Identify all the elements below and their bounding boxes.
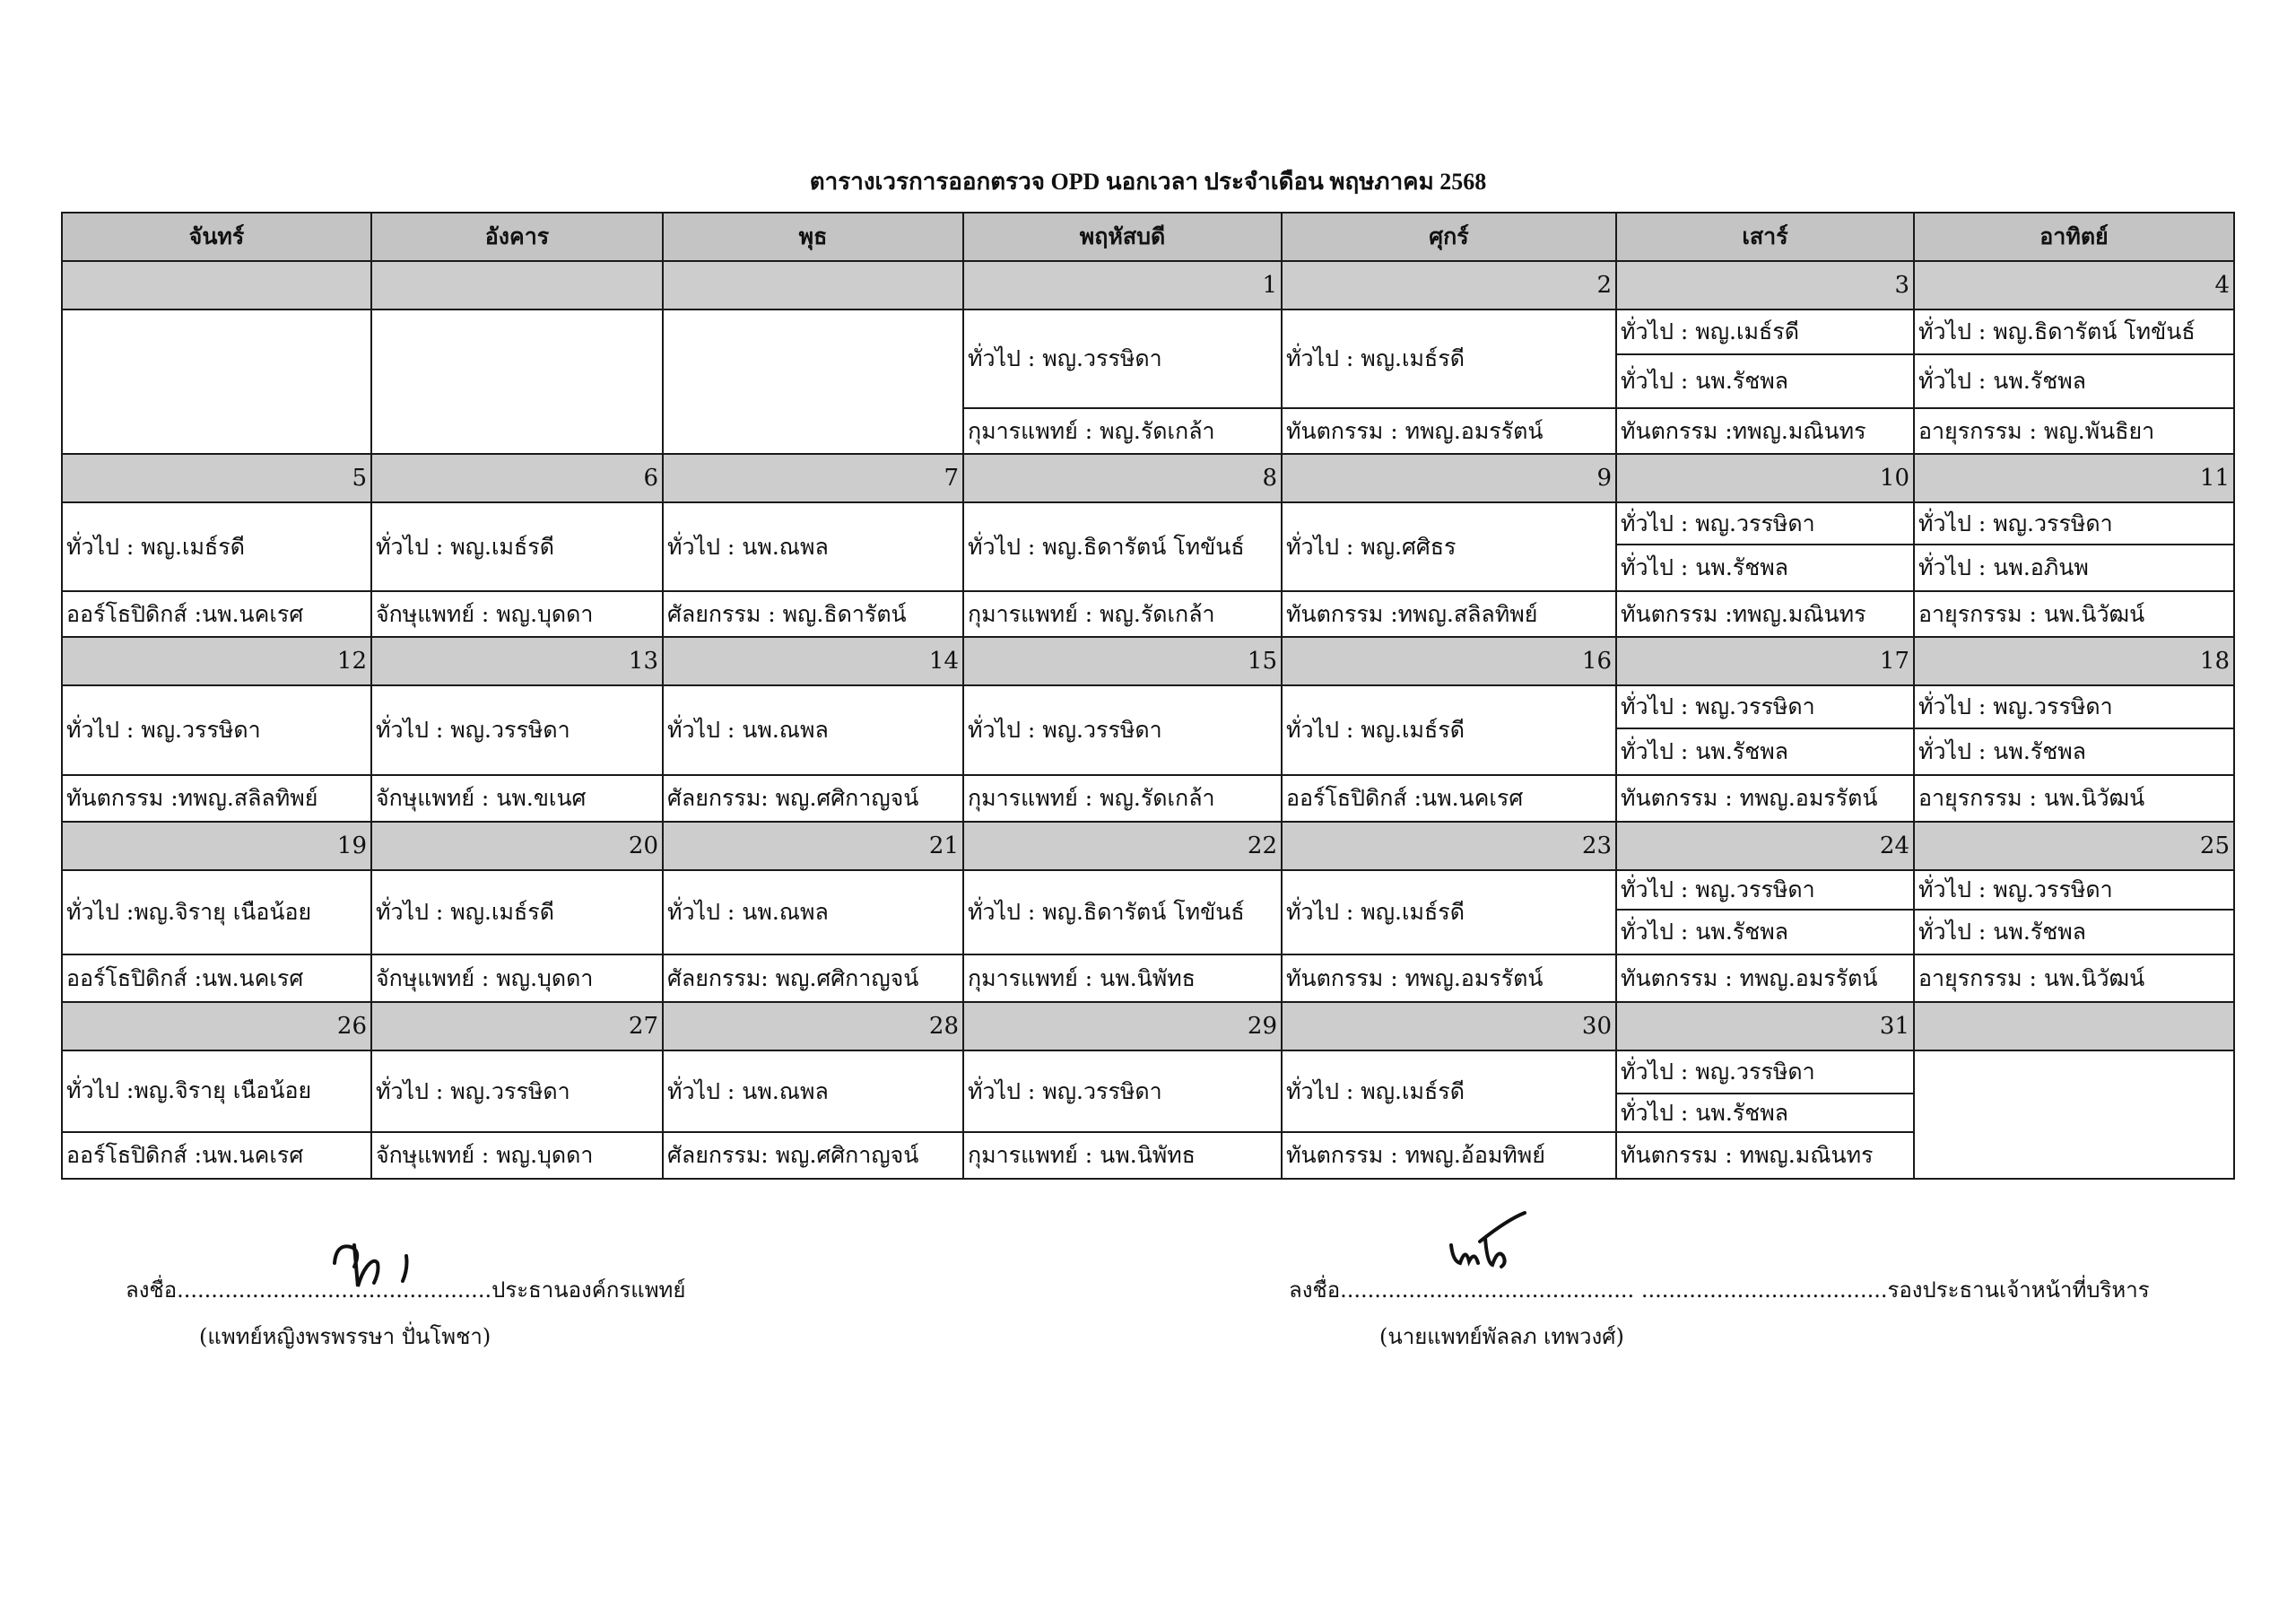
- weekday-header: พุธ: [663, 213, 963, 261]
- date-number: [663, 261, 963, 309]
- general-duty-cell: ทั่วไป : พญ.วรรษิดา: [1616, 870, 1914, 910]
- duty-row-general: [62, 502, 2234, 545]
- signature-dots: ........................................... ....................................: [1340, 1277, 1888, 1303]
- specialist-duty-cell: อายุรกรรม : นพ.นิวัฒน์: [1914, 775, 2234, 822]
- right-handwritten-signature: [1444, 1211, 1534, 1283]
- general-duty-cell: ทั่วไป : นพ.รัชพล: [1914, 728, 2234, 775]
- general-duty-cell: ทั่วไป : พญ.เมธ์รดี: [371, 502, 663, 591]
- general-duty-cell: ทั่วไป : พญ.ธิดารัตน์ โทขันธ์: [1914, 309, 2234, 354]
- general-duty-cell: ทั่วไป :พญ.จิรายุ เนือน้อย: [62, 1050, 371, 1132]
- specialist-duty-cell: อายุรกรรม : นพ.นิวัฒน์: [1914, 954, 2234, 1002]
- specialist-duty-cell: จักษุแพทย์ : พญ.บุดดา: [371, 1132, 663, 1179]
- date-number: 17: [1616, 637, 1914, 685]
- date-number: 8: [963, 454, 1282, 502]
- weekday-header: จันทร์: [62, 213, 371, 261]
- general-duty-cell: ทั่วไป : พญ.วรรษิดา: [1616, 685, 1914, 728]
- date-number: 11: [1914, 454, 2234, 502]
- general-duty-cell: ทั่วไป : นพ.อภินพ: [1914, 545, 2234, 591]
- right-signer-name: (นายแพทย์พัลลภ เทพวงศ์): [1379, 1324, 1624, 1349]
- date-number: [1914, 1002, 2234, 1050]
- general-duty-cell: ทั่วไป : นพ.รัชพล: [1616, 910, 1914, 954]
- specialist-duty-cell: ศัลยกรรม: พญ.ศศิกาญจน์: [663, 954, 963, 1002]
- specialist-duty-cell: จักษุแพทย์ : พญ.บุดดา: [371, 591, 663, 637]
- general-duty-cell: ทั่วไป : พญ.วรรษิดา: [62, 685, 371, 775]
- date-number: 22: [963, 822, 1282, 870]
- date-number: 13: [371, 637, 663, 685]
- duty-row-specialist: [62, 954, 2234, 1002]
- date-number: 24: [1616, 822, 1914, 870]
- specialist-duty-cell: ออร์โธปิดิกส์ :นพ.นคเรศ: [62, 1132, 371, 1179]
- general-duty-cell: ทั่วไป : พญ.วรรษิดา: [1616, 1050, 1914, 1094]
- date-number: 14: [663, 637, 963, 685]
- general-duty-cell: ทั่วไป : นพ.ณพล: [663, 502, 963, 591]
- date-number: 29: [963, 1002, 1282, 1050]
- schedule-table: [61, 212, 2235, 1180]
- specialist-duty-cell: ทันตกรรม :ทพญ.สลิลทิพย์: [62, 775, 371, 822]
- specialist-duty-cell: กุมารแพทย์ : พญ.รัดเกล้า: [963, 408, 1282, 454]
- signature-prefix: ลงชื่อ: [1289, 1277, 1341, 1303]
- duty-row-specialist: [62, 591, 2234, 637]
- general-duty-cell: ทั่วไป : นพ.รัชพล: [1616, 545, 1914, 591]
- date-number: 23: [1282, 822, 1616, 870]
- general-duty-cell: ทั่วไป : นพ.ณพล: [663, 870, 963, 954]
- general-duty-cell: ทั่วไป : พญ.ศศิธร: [1282, 502, 1616, 591]
- date-number: 19: [62, 822, 371, 870]
- general-duty-cell: ทั่วไป : นพ.รัชพล: [1616, 1094, 1914, 1132]
- date-number: [371, 261, 663, 309]
- general-duty-cell: ทั่วไป : พญ.วรรษิดา: [963, 309, 1282, 408]
- specialist-duty-cell: ทันตกรรม :ทพญ.มณินทร: [1616, 408, 1914, 454]
- specialist-duty-cell: กุมารแพทย์ : นพ.นิพัทธ: [963, 1132, 1282, 1179]
- general-duty-cell: ทั่วไป : นพ.รัชพล: [1616, 728, 1914, 775]
- right-signature-line: [1289, 1272, 2150, 1307]
- specialist-duty-cell: กุมารแพทย์ : นพ.นิพัทธ: [963, 954, 1282, 1002]
- specialist-duty-cell: ทันตกรรม : ทพญ.อมรรัตน์: [1616, 954, 1914, 1002]
- specialist-duty-cell: ทันตกรรม : ทพญ.อมรรัตน์: [1282, 408, 1616, 454]
- date-number: 28: [663, 1002, 963, 1050]
- general-duty-cell: ทั่วไป : นพ.รัชพล: [1914, 354, 2234, 408]
- duty-row-specialist: [62, 1132, 2234, 1179]
- date-number: 9: [1282, 454, 1616, 502]
- empty-cell: [62, 309, 371, 454]
- weekday-header: ศุกร์: [1282, 213, 1616, 261]
- duty-row-general: [62, 309, 2234, 354]
- date-number: 25: [1914, 822, 2234, 870]
- specialist-duty-cell: ศัลยกรรม: พญ.ศศิกาญจน์: [663, 1132, 963, 1179]
- general-duty-cell: ทั่วไป : พญ.วรรษิดา: [371, 1050, 663, 1132]
- date-number: 6: [371, 454, 663, 502]
- date-number: 21: [663, 822, 963, 870]
- date-number: 3: [1616, 261, 1914, 309]
- general-duty-cell: ทั่วไป : พญ.เมธ์รดี: [1282, 1050, 1616, 1132]
- weekday-header: อังคาร: [371, 213, 663, 261]
- date-number: 10: [1616, 454, 1914, 502]
- general-duty-cell: ทั่วไป : นพ.รัชพล: [1914, 910, 2234, 954]
- weekday-header: อาทิตย์: [1914, 213, 2234, 261]
- specialist-duty-cell: ออร์โธปิดิกส์ :นพ.นคเรศ: [62, 954, 371, 1002]
- date-row: [62, 822, 2234, 870]
- date-row: [62, 261, 2234, 309]
- specialist-duty-cell: ศัลยกรรม: พญ.ศศิกาญจน์: [663, 775, 963, 822]
- general-duty-cell: ทั่วไป : พญ.วรรษิดา: [1616, 502, 1914, 545]
- specialist-duty-cell: ทันตกรรม : ทพญ.อมรรัตน์: [1282, 954, 1616, 1002]
- specialist-duty-cell: อายุรกรรม : นพ.นิวัฒน์: [1914, 591, 2234, 637]
- specialist-duty-cell: ทันตกรรม :ทพญ.มณินทร: [1616, 591, 1914, 637]
- general-duty-cell: ทั่วไป : พญ.เมธ์รดี: [1282, 309, 1616, 408]
- duty-row-general: [62, 870, 2234, 910]
- date-number: 5: [62, 454, 371, 502]
- general-duty-cell: ทั่วไป :พญ.จิรายุ เนือน้อย: [62, 870, 371, 954]
- date-number: 18: [1914, 637, 2234, 685]
- general-duty-cell: ทั่วไป : พญ.วรรษิดา: [1914, 870, 2234, 910]
- duty-row-general: [62, 685, 2234, 728]
- date-number: 1: [963, 261, 1282, 309]
- date-number: 20: [371, 822, 663, 870]
- specialist-duty-cell: อายุรกรรม : พญ.พันธิยา: [1914, 408, 2234, 454]
- signature-role: รองประธานเจ้าหน้าที่บริหาร: [1887, 1277, 2150, 1303]
- date-number: 30: [1282, 1002, 1616, 1050]
- duty-row-general: [62, 1050, 2234, 1094]
- signature-role: ประธานองค์กรแพทย์: [491, 1277, 686, 1303]
- left-signer-name: (แพทย์หญิงพรพรรษา ปั่นโพชา): [199, 1324, 491, 1349]
- date-number: 7: [663, 454, 963, 502]
- left-handwritten-signature: [327, 1236, 435, 1299]
- general-duty-cell: ทั่วไป : พญ.เมธ์รดี: [62, 502, 371, 591]
- date-row: [62, 637, 2234, 685]
- document-title: ตารางเวรการออกตรวจ OPD นอกเวลา ประจำเดือน พฤษภาคม 2568: [809, 169, 1487, 195]
- specialist-duty-cell: ทันตกรรม : ทพญ.อ้อมทิพย์: [1282, 1132, 1616, 1179]
- empty-cell: [663, 309, 963, 454]
- specialist-duty-cell: จักษุแพทย์ : พญ.บุดดา: [371, 954, 663, 1002]
- general-duty-cell: ทั่วไป : พญ.เมธ์รดี: [1282, 685, 1616, 775]
- general-duty-cell: ทั่วไป : พญ.เมธ์รดี: [371, 870, 663, 954]
- empty-cell: [1914, 1050, 2234, 1179]
- general-duty-cell: ทั่วไป : นพ.รัชพล: [1616, 354, 1914, 408]
- specialist-duty-cell: ออร์โธปิดิกส์ :นพ.นคเรศ: [1282, 775, 1616, 822]
- specialist-duty-cell: ออร์โธปิดิกส์ :นพ.นคเรศ: [62, 591, 371, 637]
- weekday-header: พฤหัสบดี: [963, 213, 1282, 261]
- date-number: 31: [1616, 1002, 1914, 1050]
- date-number: 16: [1282, 637, 1616, 685]
- date-number: 15: [963, 637, 1282, 685]
- specialist-duty-cell: กุมารแพทย์ : พญ.รัดเกล้า: [963, 591, 1282, 637]
- general-duty-cell: ทั่วไป : นพ.ณพล: [663, 1050, 963, 1132]
- specialist-duty-cell: ทันตกรรม : ทพญ.มณินทร: [1616, 1132, 1914, 1179]
- specialist-duty-cell: ทันตกรรม : ทพญ.อมรรัตน์: [1616, 775, 1914, 822]
- date-number: 2: [1282, 261, 1616, 309]
- weekday-header: เสาร์: [1616, 213, 1914, 261]
- specialist-duty-cell: ศัลยกรรม : พญ.ธิดารัตน์: [663, 591, 963, 637]
- specialist-duty-cell: จักษุแพทย์ : นพ.ขเนศ: [371, 775, 663, 822]
- signature-prefix: ลงชื่อ: [126, 1277, 178, 1303]
- date-number: 4: [1914, 261, 2234, 309]
- date-number: 12: [62, 637, 371, 685]
- general-duty-cell: ทั่วไป : พญ.ธิดารัตน์ โทขันธ์: [963, 870, 1282, 954]
- general-duty-cell: ทั่วไป : พญ.วรรษิดา: [1914, 685, 2234, 728]
- general-duty-cell: ทั่วไป : นพ.ณพล: [663, 685, 963, 775]
- specialist-duty-cell: กุมารแพทย์ : พญ.รัดเกล้า: [963, 775, 1282, 822]
- date-row: [62, 454, 2234, 502]
- signature-dots: ..............................................: [177, 1277, 492, 1303]
- empty-cell: [371, 309, 663, 454]
- general-duty-cell: ทั่วไป : พญ.วรรษิดา: [963, 1050, 1282, 1132]
- general-duty-cell: ทั่วไป : พญ.วรรษิดา: [1914, 502, 2234, 545]
- weekday-header-row: [62, 213, 2234, 261]
- general-duty-cell: ทั่วไป : พญ.วรรษิดา: [963, 685, 1282, 775]
- general-duty-cell: ทั่วไป : พญ.วรรษิดา: [371, 685, 663, 775]
- specialist-duty-cell: ทันตกรรม :ทพญ.สลิลทิพย์: [1282, 591, 1616, 637]
- general-duty-cell: ทั่วไป : พญ.เมธ์รดี: [1616, 309, 1914, 354]
- date-number: [62, 261, 371, 309]
- date-number: 26: [62, 1002, 371, 1050]
- general-duty-cell: ทั่วไป : พญ.ธิดารัตน์ โทขันธ์: [963, 502, 1282, 591]
- date-row: [62, 1002, 2234, 1050]
- general-duty-cell: ทั่วไป : พญ.เมธ์รดี: [1282, 870, 1616, 954]
- duty-row-specialist: [62, 775, 2234, 822]
- date-number: 27: [371, 1002, 663, 1050]
